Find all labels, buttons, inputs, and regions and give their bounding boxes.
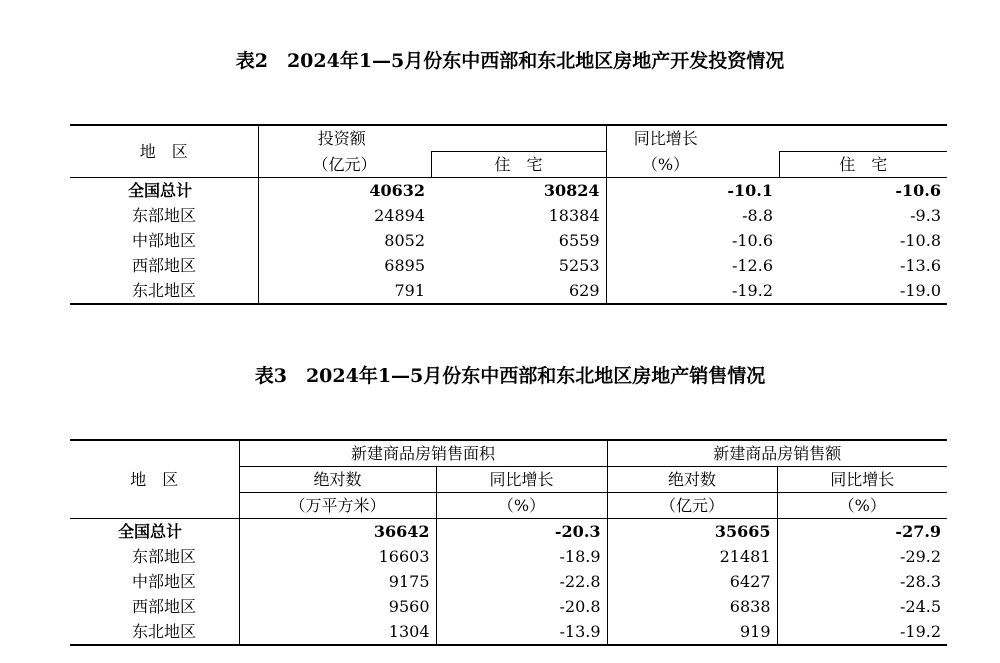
area-yoy-value: -13.9 xyxy=(436,619,607,645)
table-row xyxy=(70,519,947,545)
yoy-residential-value: -10.8 xyxy=(899,231,941,250)
table3-area-yoy-header: 同比增长 xyxy=(436,467,607,493)
area-value: 9560 xyxy=(239,594,436,619)
area-yoy-value: -20.8 xyxy=(436,594,607,619)
residential-value: 18384 xyxy=(548,206,600,225)
table-row xyxy=(70,594,947,619)
investment-table xyxy=(70,124,947,305)
residential-value: 6559 xyxy=(558,231,600,250)
table3-area-unit: （万平方米） xyxy=(239,493,436,519)
region-label: 西部地区 xyxy=(132,597,197,616)
area-yoy-value: -18.9 xyxy=(436,544,607,569)
sales-yoy-value: -24.5 xyxy=(777,594,947,619)
table-row xyxy=(70,544,947,569)
table2-residential-header: 住 宅 xyxy=(431,152,606,178)
investment-value: 40632 xyxy=(258,178,431,204)
table-row xyxy=(70,278,947,304)
area-value: 1304 xyxy=(239,619,436,645)
yoy-residential-value: -19.0 xyxy=(899,281,941,300)
region-label: 中部地区 xyxy=(132,572,197,591)
table3-sales-unit: （亿元） xyxy=(607,493,777,519)
table2-yoy-unit: （%） xyxy=(606,152,779,178)
area-value: 36642 xyxy=(239,519,436,545)
sales-value: 919 xyxy=(607,619,777,645)
table-row xyxy=(70,619,947,645)
yoy-value: -10.1 xyxy=(606,178,779,204)
yoy-residential-value: -10.6 xyxy=(895,181,941,200)
table3-area-absolute-header: 绝对数 xyxy=(239,467,436,493)
yoy-value: -19.2 xyxy=(606,278,779,304)
investment-value: 24894 xyxy=(258,203,431,228)
residential-value: 629 xyxy=(568,281,600,300)
table3-area-yoy-unit: （%） xyxy=(436,493,607,519)
sales-yoy-value: -19.2 xyxy=(777,619,947,645)
investment-value: 791 xyxy=(258,278,431,304)
yoy-residential-value: -9.3 xyxy=(910,206,941,225)
sales-table xyxy=(70,439,947,646)
investment-value: 8052 xyxy=(258,228,431,253)
residential-value: 5253 xyxy=(558,256,600,275)
table3-header-row-1 xyxy=(70,440,947,467)
table2-header-row-1 xyxy=(70,125,947,152)
area-yoy-value: -20.3 xyxy=(436,519,607,545)
region-label: 全国总计 xyxy=(128,181,193,200)
table3-sales-absolute-header: 绝对数 xyxy=(607,467,777,493)
region-label: 东北地区 xyxy=(132,622,197,641)
yoy-value: -12.6 xyxy=(606,253,779,278)
yoy-residential-value: -13.6 xyxy=(899,256,941,275)
table2-region-header xyxy=(70,125,258,178)
table2-yoy-header: 同比增长 xyxy=(606,125,779,152)
yoy-value: -8.8 xyxy=(606,203,779,228)
region-label: 全国总计 xyxy=(118,522,183,541)
area-value: 9175 xyxy=(239,569,436,594)
region-label: 东部地区 xyxy=(132,547,197,566)
table-row xyxy=(70,569,947,594)
sales-value: 35665 xyxy=(607,519,777,545)
table2-investment-unit: （亿元） xyxy=(258,152,431,178)
sales-value: 6838 xyxy=(607,594,777,619)
region-label: 东北地区 xyxy=(132,281,197,300)
table2-title: 表2 2024年1—5月份东中西部和东北地区房地产开发投资情况 xyxy=(235,50,785,72)
table2-yoy-residential-header: 住 宅 xyxy=(779,152,947,178)
table2-investment-header: 投资额 xyxy=(258,125,431,152)
residential-value: 30824 xyxy=(543,181,600,200)
area-value: 16603 xyxy=(239,544,436,569)
table3-area-group-header: 新建商品房销售面积 xyxy=(239,440,607,467)
table-row xyxy=(70,178,947,204)
table3-sales-group-header: 新建商品房销售额 xyxy=(607,440,947,467)
sales-yoy-value: -29.2 xyxy=(777,544,947,569)
investment-value: 6895 xyxy=(258,253,431,278)
region-label: 西部地区 xyxy=(132,256,197,275)
sales-value: 6427 xyxy=(607,569,777,594)
yoy-value: -10.6 xyxy=(606,228,779,253)
sales-value: 21481 xyxy=(607,544,777,569)
region-header-label: 地 区 xyxy=(139,142,188,161)
area-yoy-value: -22.8 xyxy=(436,569,607,594)
table2-header-blank xyxy=(431,125,606,152)
table-row xyxy=(70,253,947,278)
table-row xyxy=(70,228,947,253)
sales-yoy-value: -28.3 xyxy=(777,569,947,594)
table3-title: 表3 2024年1—5月份东中西部和东北地区房地产销售情况 xyxy=(254,365,766,387)
sales-yoy-value: -27.9 xyxy=(777,519,947,545)
table3-sales-yoy-header: 同比增长 xyxy=(777,467,947,493)
table3-sales-yoy-unit: （%） xyxy=(777,493,947,519)
table-row xyxy=(70,203,947,228)
region-label: 东部地区 xyxy=(132,206,197,225)
region-label: 中部地区 xyxy=(132,231,197,250)
table3-region-header: 地 区 xyxy=(70,440,239,519)
table2-header-blank-2 xyxy=(779,125,947,152)
